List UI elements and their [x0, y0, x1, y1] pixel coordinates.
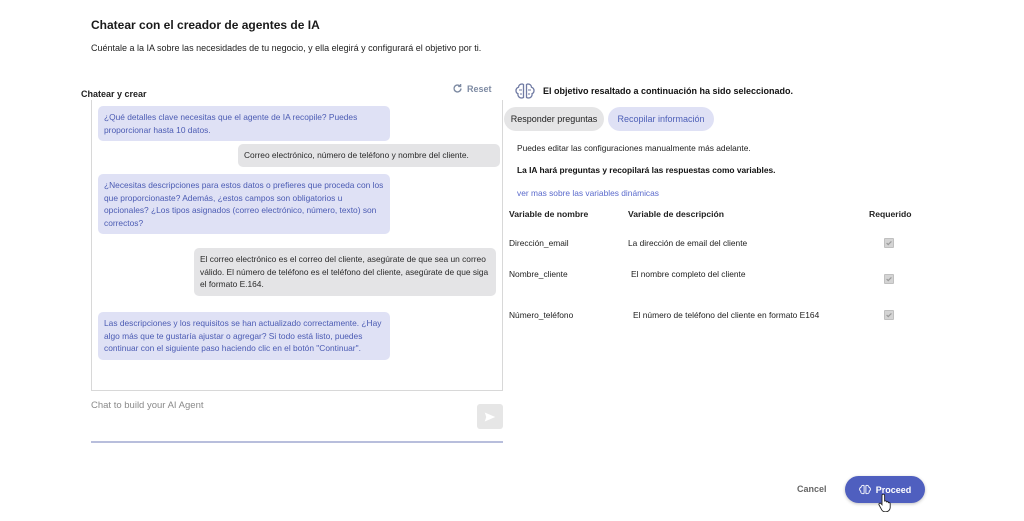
proceed-label: Proceed — [875, 484, 912, 495]
chat-section-title: Chatear y crear — [81, 89, 147, 99]
chat-input-underline — [91, 441, 503, 443]
variable-description-cell: El nombre completo del cliente — [631, 269, 746, 279]
brain-icon — [515, 82, 535, 100]
send-icon — [484, 411, 496, 423]
required-checkbox[interactable] — [884, 274, 894, 284]
send-button[interactable] — [477, 404, 503, 429]
dynamic-variables-link[interactable]: ver mas sobre las variables dinámicas — [517, 188, 659, 198]
variable-description-cell: La dirección de email del cliente — [628, 238, 748, 248]
check-icon — [885, 239, 893, 247]
reset-button[interactable] — [452, 83, 492, 94]
check-icon — [885, 275, 893, 283]
chat-scrollbar[interactable] — [497, 100, 501, 390]
check-icon — [885, 311, 893, 319]
required-checkbox[interactable] — [884, 310, 894, 320]
variable-name-cell: Nombre_cliente — [509, 269, 568, 279]
objective-option-answer-questions[interactable]: Responder preguntas — [504, 107, 604, 131]
refresh-icon — [452, 83, 463, 94]
variable-name-cell: Número_teléfono — [509, 310, 574, 320]
dialog-subtitle: Cuéntale a la IA sobre las necesidades de tu negocio, y ella elegirá y configurará el objetivo por ti. — [91, 43, 482, 53]
cancel-button[interactable]: Cancel — [797, 484, 827, 494]
hand-cursor-icon — [878, 494, 892, 512]
variable-description-cell: El número de teléfono del cliente en formato E164 — [633, 310, 820, 320]
variable-name-cell: Dirección_email — [509, 238, 569, 248]
objective-heading-text: El objetivo resaltado a continuación ha sido seleccionado. — [543, 86, 794, 96]
ai-behavior-note: La IA hará preguntas y recopilará las respuestas como variables. — [517, 165, 776, 175]
required-checkbox[interactable] — [884, 238, 894, 248]
brain-icon — [859, 484, 871, 495]
objective-heading — [515, 82, 793, 100]
column-header-required: Requerido — [869, 209, 912, 219]
chat-input[interactable]: Chat to build your AI Agent — [91, 400, 204, 411]
objective-option-collect-info[interactable]: Recopilar información — [608, 107, 714, 131]
dialog-title: Chatear con el creador de agentes de IA — [91, 18, 320, 32]
chat-message-user: El correo electrónico es el correo del cliente, asegúrate de que sea un correo válido. El número de teléfono es el teléfono del cliente, asegúrate de que siga el formato E.164. — [194, 248, 496, 296]
edit-note: Puedes editar las configuraciones manualmente más adelante. — [517, 143, 751, 153]
chat-message-ai: ¿Necesitas descripciones para estos datos o prefieres que proceda con los que proporcionaste? Además, ¿estos campos son obligatorios u opcionales? ¿Los tipos asignados (correo electrónico, número, texto) son correctos? — [98, 174, 390, 234]
chat-history[interactable] — [91, 100, 503, 391]
chat-message-user: Correo electrónico, número de teléfono y nombre del cliente. — [238, 144, 500, 167]
column-header-name: Variable de nombre — [509, 209, 589, 219]
column-header-description: Variable de descripción — [628, 209, 725, 219]
chat-message-ai: Las descripciones y los requisitos se han actualizado correctamente. ¿Hay algo más que te gustaría ajustar o agregar? Si todo está listo, puedes continuar con el siguiente paso haciendo clic en el botón "Continuar". — [98, 312, 390, 360]
reset-label: Reset — [467, 83, 492, 94]
chat-message-ai: ¿Qué detalles clave necesitas que el agente de IA recopile? Puedes proporcionar hasta 10 datos. — [98, 106, 390, 141]
